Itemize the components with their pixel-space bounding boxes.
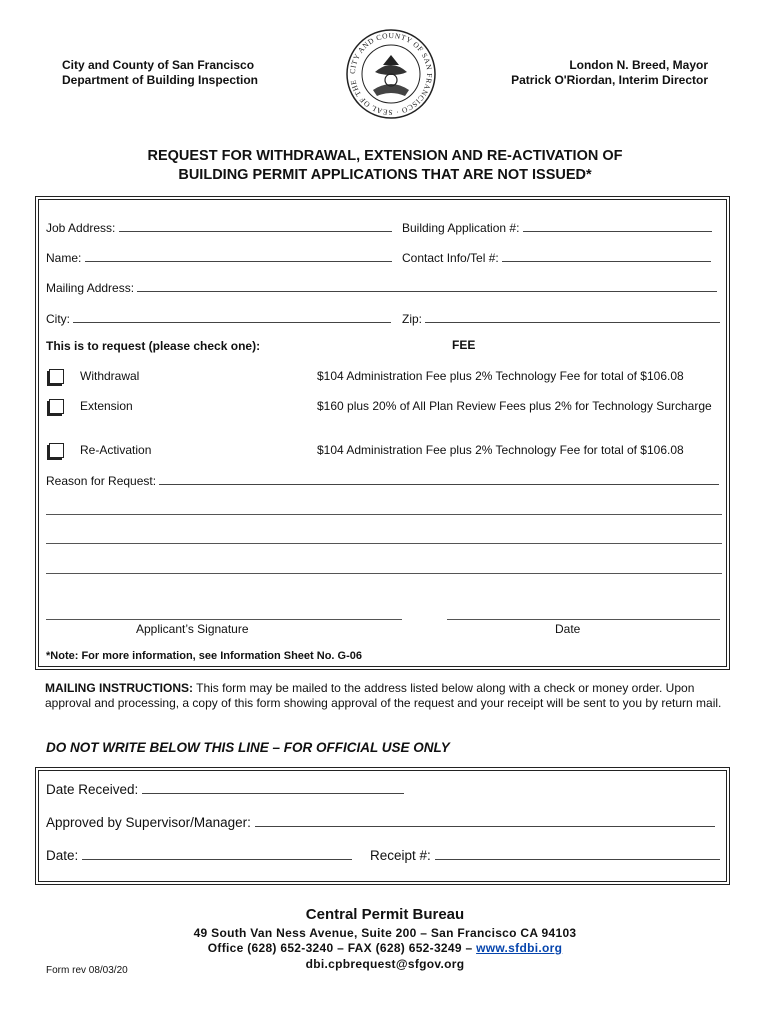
extension-checkbox[interactable] (49, 399, 64, 414)
signature-date-label: Date (555, 622, 581, 636)
contact-field[interactable] (402, 250, 711, 265)
date-received-label: Date Received: (46, 782, 139, 797)
form-revision: Form rev 08/03/20 (46, 965, 128, 976)
official-date-input[interactable] (82, 846, 352, 860)
mailing-address-field[interactable] (46, 280, 717, 295)
department-name: Department of Building Inspection (62, 73, 259, 87)
job-address-label: Job Address: (46, 221, 116, 235)
receipt-input[interactable] (435, 846, 720, 860)
contact-label: Contact Info/Tel #: (402, 251, 499, 265)
reason-field[interactable] (46, 473, 719, 488)
official-use-heading: DO NOT WRITE BELOW THIS LINE – FOR OFFICIAL USE ONLY (46, 740, 450, 755)
zip-field[interactable] (402, 311, 720, 326)
approved-by-label: Approved by Supervisor/Manager: (46, 815, 251, 830)
withdrawal-label: Withdrawal (80, 369, 140, 383)
name-input[interactable] (85, 250, 392, 262)
mailing-instructions (45, 681, 735, 711)
form-title-line2: BUILDING PERMIT APPLICATIONS THAT ARE NOT ISSUED* (178, 167, 592, 183)
job-address-field[interactable] (46, 220, 392, 235)
mailing-address-input[interactable] (137, 280, 717, 292)
zip-label: Zip: (402, 312, 423, 326)
date-received-field[interactable] (46, 780, 404, 797)
withdrawal-checkbox[interactable] (49, 369, 64, 384)
director-name: Patrick O'Riordan, Interim Director (511, 73, 708, 87)
city-county-name: City and County of San Francisco (62, 58, 255, 72)
name-field[interactable] (46, 250, 392, 265)
contact-input[interactable] (502, 250, 711, 262)
bureau-phone: Office (628) 652-3240 – FAX (628) 652-3249 – (207, 941, 477, 955)
signature-label: Applicant’s Signature (136, 622, 249, 636)
building-application-input[interactable] (523, 220, 712, 232)
form-title-line1: REQUEST FOR WITHDRAWAL, EXTENSION AND RE-ACTIVATION OF (147, 148, 623, 164)
request-form-box (35, 196, 730, 670)
reason-line-3[interactable] (46, 543, 722, 544)
form-title (0, 147, 770, 185)
receipt-label: Receipt #: (370, 848, 431, 863)
officials-header (511, 58, 708, 88)
name-label: Name: (46, 251, 82, 265)
website-link[interactable]: www.sfdbi.org (476, 941, 563, 955)
mayor-name: London N. Breed, Mayor (569, 58, 708, 72)
fee-heading: FEE (452, 338, 476, 352)
signature-line[interactable] (46, 619, 402, 620)
official-date-label: Date: (46, 848, 79, 863)
reason-line-4[interactable] (46, 573, 722, 574)
city-seal-icon (345, 28, 437, 120)
building-application-field[interactable] (402, 220, 712, 235)
mailing-instructions-text: This form may be mailed to the address listed below along with a check or money order. Upon approval and processing, a copy of this form showing approval of the request and your receipt will be sent to you by return mail. (45, 681, 722, 710)
city-label: City: (46, 312, 70, 326)
info-note: *Note: For more information, see Information Sheet No. G-06 (46, 650, 362, 662)
seal-text: CITY AND COUNTY OF SAN FRANCISCO · SEAL OF THE (347, 30, 435, 118)
reason-label: Reason for Request: (46, 474, 157, 488)
city-input[interactable] (73, 311, 391, 323)
reactivation-fee: $104 Administration Fee plus 2% Technology Fee for total of $106.08 (317, 443, 684, 457)
bureau-contact (0, 941, 770, 955)
reason-line-2[interactable] (46, 514, 722, 515)
building-application-label: Building Application #: (402, 221, 520, 235)
date-received-input[interactable] (142, 780, 404, 794)
mailing-instructions-heading: MAILING INSTRUCTIONS: (45, 681, 193, 695)
withdrawal-fee: $104 Administration Fee plus 2% Technology Fee for total of $106.08 (317, 369, 684, 383)
extension-label: Extension (80, 399, 133, 413)
extension-fee: $160 plus 20% of All Plan Review Fees plus 2% for Technology Surcharge (317, 399, 712, 413)
bureau-title: Central Permit Bureau (305, 906, 465, 923)
job-address-input[interactable] (119, 220, 392, 232)
mailing-address-label: Mailing Address: (46, 281, 135, 295)
reactivation-label: Re-Activation (80, 443, 152, 457)
city-field[interactable] (46, 311, 391, 326)
approved-by-field[interactable] (46, 813, 715, 830)
zip-input[interactable] (425, 311, 720, 323)
signature-date-line[interactable] (447, 619, 720, 620)
bureau-address: 49 South Van Ness Avenue, Suite 200 – San Francisco CA 94103 (193, 926, 577, 940)
approved-by-input[interactable] (255, 813, 715, 827)
bureau-email: dbi.cpbrequest@sfgov.org (305, 957, 465, 971)
reason-input[interactable] (159, 473, 719, 485)
reactivation-checkbox[interactable] (49, 443, 64, 458)
department-header (62, 58, 258, 88)
official-date-field[interactable] (46, 846, 352, 863)
request-heading: This is to request (please check one): (46, 339, 261, 353)
receipt-field[interactable] (370, 846, 720, 863)
